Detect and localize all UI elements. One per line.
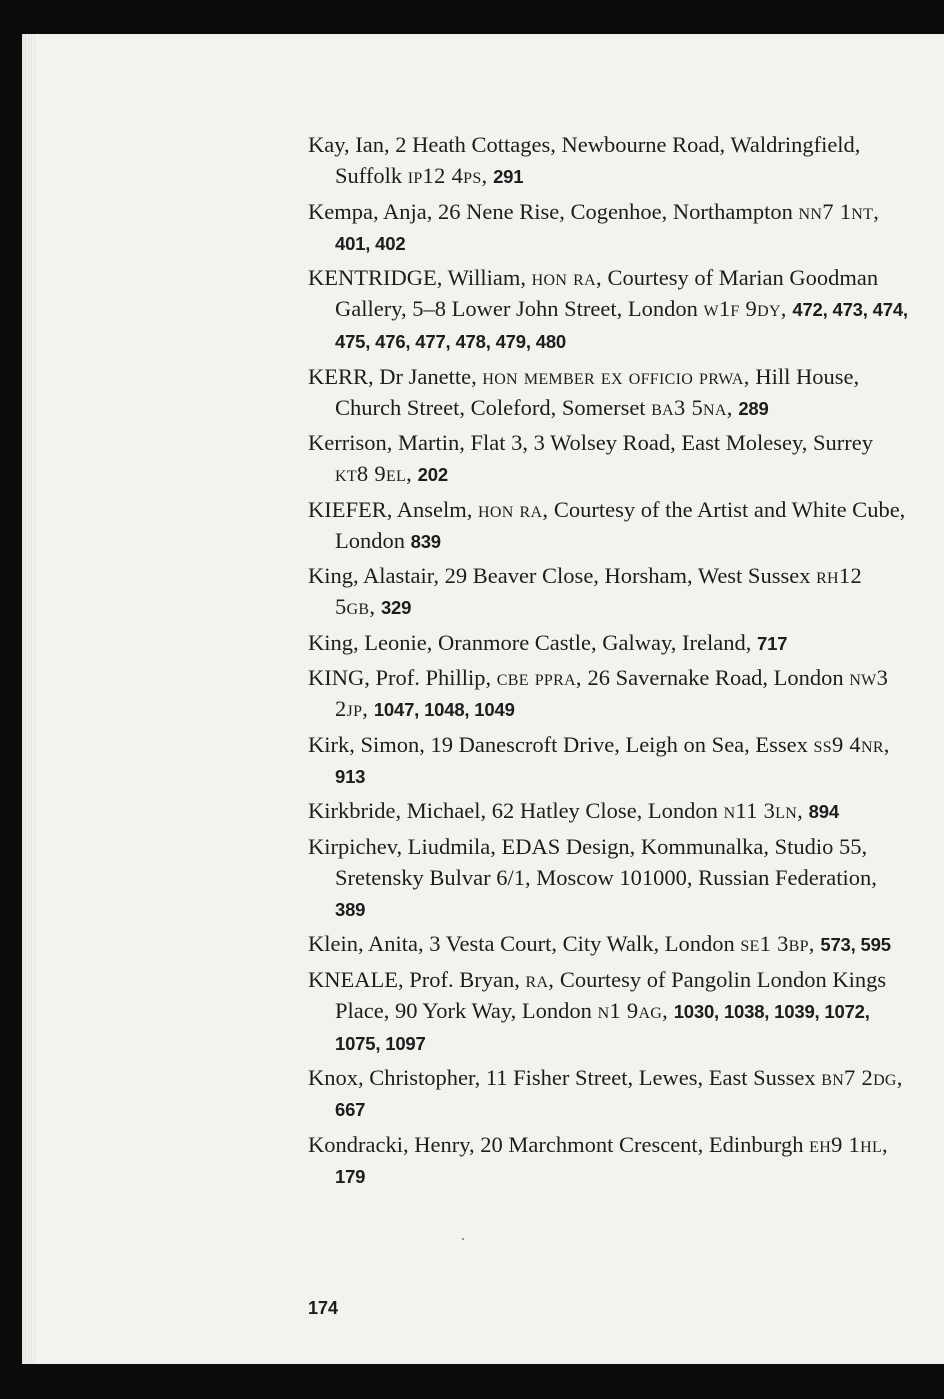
entry-name: Klein, Anita, [308, 931, 424, 956]
entry-pages: 839 [410, 530, 441, 552]
entry-pages: 472, 473, 474, 475, 476, 477, 478, 479, 480 [335, 299, 908, 352]
entry-name: KNEALE, Prof. Bryan, [308, 966, 520, 992]
entry-postcode: n1 9ag, [597, 997, 669, 1023]
index-entry [308, 361, 908, 424]
entry-name: Kempa, Anja, [308, 198, 433, 224]
page-stack-edge [22, 34, 36, 1364]
entry-pages: 667 [335, 1099, 366, 1120]
entry-address: 11 Fisher Street, Lewes, East Sussex [485, 1065, 816, 1090]
entry-address: EDAS Design, Kommunalka, Studio 55, Sretensky Bulvar 6/1, Moscow 101000, Russian Federation, [335, 833, 877, 890]
ink-speck [462, 1238, 464, 1240]
entry-title: hon member ex officio prwa, [482, 363, 750, 389]
entry-pages: 179 [335, 1165, 366, 1187]
index-entry [308, 129, 908, 192]
entry-address: 26 Nene Rise, Cogenhoe, Northampton [437, 198, 793, 224]
entry-title: hon ra, [531, 265, 602, 290]
index-entry-list [308, 129, 908, 1195]
index-entry [308, 1062, 908, 1125]
entry-address: Courtesy of Pangolin London Kings Place, 90 York Way, London [335, 966, 887, 1023]
entry-name: Kirkbride, Michael, [308, 798, 487, 823]
page-number: 174 [308, 1298, 339, 1318]
entry-name: KERR, Dr Janette, [308, 363, 477, 389]
entry-postcode: ss9 4nr, [813, 731, 890, 757]
entry-postcode: w1f 9dy, [703, 296, 787, 321]
entry-postcode: rh12 5gb, [335, 563, 863, 619]
index-entry [308, 494, 908, 557]
entry-address: 62 Hatley Close, London [491, 798, 718, 823]
index-entry [308, 662, 908, 725]
entry-postcode: bn7 2dg, [821, 1065, 903, 1090]
entry-pages: 389 [335, 898, 366, 920]
entry-address: 19 Danescroft Drive, Leigh on Sea, Essex [430, 731, 808, 757]
entry-pages: 1047, 1048, 1049 [373, 699, 515, 720]
entry-pages: 329 [380, 597, 412, 618]
entry-pages: 717 [757, 632, 788, 654]
entry-title: hon ra, [478, 496, 549, 522]
entry-address: 20 Marchmont Crescent, Edinburgh [480, 1131, 804, 1157]
entry-address: Courtesy of Marian Goodman Gallery, 5–8 Lower John Street, London [335, 265, 879, 321]
index-entry [308, 831, 908, 925]
entry-postcode: ip12 4ps, [407, 163, 488, 188]
index-entry [308, 560, 908, 623]
entry-postcode: n11 3ln, [723, 798, 804, 823]
entry-title: cbe ppra, [496, 665, 582, 690]
entry-address: Courtesy of the Artist and White Cube, London [335, 496, 906, 553]
entry-postcode: se1 3bp, [740, 931, 815, 956]
index-entry [308, 262, 908, 357]
entry-address: Hill House, Church Street, Coleford, Somerset [335, 363, 860, 420]
index-entry [308, 928, 908, 960]
entry-name: Kay, Ian, [308, 132, 390, 157]
entry-postcode: eh9 1hl, [809, 1131, 888, 1157]
entry-address: 26 Savernake Road, London [587, 665, 844, 690]
entry-address: Flat 3, 3 Wolsey Road, East Molesey, Surrey [470, 430, 873, 455]
entry-name: Kirpichev, Liudmila, [308, 833, 496, 859]
entry-name: Kerrison, Martin, [308, 430, 465, 455]
entry-title: ra, [525, 966, 555, 992]
entry-name: Knox, Christopher, [308, 1065, 481, 1090]
entry-name: Kirk, Simon, [308, 731, 425, 757]
entry-name: KENTRIDGE, William, [308, 265, 527, 290]
entry-pages: 401, 402 [335, 232, 406, 254]
entry-address: 2 Heath Cottages, Newbourne Road, Waldringfield, Suffolk [335, 132, 861, 188]
entry-postcode: ba3 5na, [651, 394, 733, 420]
index-entry [308, 795, 908, 827]
index-entry [308, 196, 908, 259]
entry-name: KIEFER, Anselm, [308, 496, 473, 522]
entry-address: 3 Vesta Court, City Walk, London [429, 931, 735, 956]
entry-pages: 573, 595 [820, 934, 891, 955]
entry-pages: 894 [808, 801, 839, 822]
entry-pages: 291 [493, 166, 524, 187]
entry-postcode: nw3 2jp, [335, 665, 889, 721]
entry-pages: 202 [417, 464, 448, 485]
index-entry [308, 427, 908, 490]
entry-pages: 1030, 1038, 1039, 1072, 1075, 1097 [335, 1000, 870, 1054]
entry-name: King, Leonie, [308, 629, 433, 655]
entry-name: Kondracki, Henry, [308, 1131, 475, 1157]
entry-name: KING, Prof. Phillip, [308, 665, 492, 690]
index-entry [308, 964, 908, 1059]
entry-pages: 289 [738, 397, 769, 419]
index-entry [308, 729, 908, 792]
entry-postcode: nn7 1nt, [798, 198, 880, 224]
index-entry [308, 1129, 908, 1192]
entry-pages: 913 [335, 765, 366, 787]
entry-address: 29 Beaver Close, Horsham, West Sussex [444, 563, 811, 588]
entry-postcode: kt8 9el, [335, 461, 413, 486]
entry-name: King, Alastair, [308, 563, 439, 588]
entry-address: Oranmore Castle, Galway, Ireland, [437, 629, 752, 655]
index-entry [308, 627, 908, 659]
